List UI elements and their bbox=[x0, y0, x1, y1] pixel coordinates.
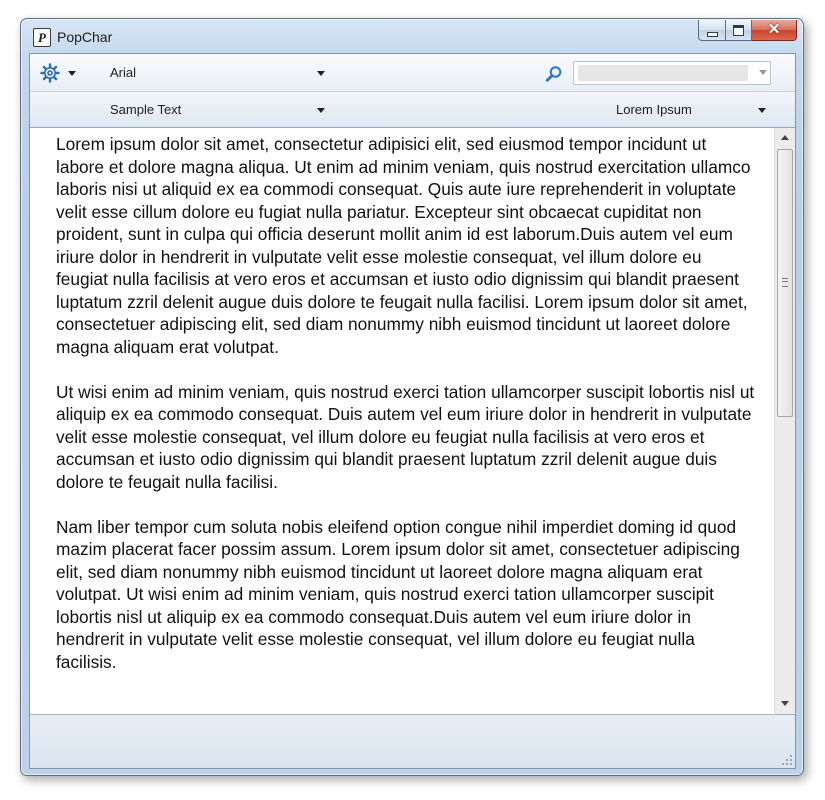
text-paragraph: Ut wisi enim ad minim veniam, quis nostrud exerci tation ullamcorper suscipit lobortis nisl ut aliquip ex ea commodo consequat. Duis autem vel eum iriure dolor in hendrerit in vulputate velit esse molestie consequat, vel illum dolore eu feugiat nulla facilisis at vero eros et accumsan et iusto odio dignissim qui blandit praesent luptatum zzril delenit augue duis dolore te feugait nulla facilisi. bbox=[56, 381, 755, 492]
view-mode-label: Sample Text bbox=[110, 102, 182, 117]
popchar-app-icon[interactable]: P bbox=[33, 28, 51, 47]
font-name: Arial bbox=[110, 65, 137, 80]
client-area bbox=[29, 53, 796, 769]
top-toolbar bbox=[30, 54, 795, 92]
caption-buttons bbox=[698, 20, 797, 40]
resize-grip-icon[interactable] bbox=[781, 754, 793, 766]
sample-text-selector[interactable] bbox=[616, 100, 771, 120]
text-paragraph: Nam liber tempor cum soluta nobis eleifend option congue nihil imperdiet doming id quod mazim placerat facer possim assum. Lorem ipsum dolor sit amet, consectetuer adipiscing elit, sed diam nonummy nibh euismod tincidunt ut laoreet dolore magna aliquam erat volutpat. Ut wisi enim ad minim veniam, quis nostrud exerci tation ullamcorper suscipit lobortis nisl ut aliquip ex ea commodo consequat.Duis autem vel eum iriure dolor in hendrerit in vulputate velit esse molestie consequat, vel illum dolore eu feugiat nulla facilisis. bbox=[56, 516, 740, 672]
minimize-button[interactable] bbox=[698, 20, 726, 41]
status-bar bbox=[30, 715, 795, 768]
sample-text-label: Lorem Ipsum bbox=[616, 102, 692, 117]
close-button[interactable] bbox=[752, 20, 797, 41]
sample-text-body bbox=[56, 133, 756, 696]
settings-menu-button[interactable] bbox=[40, 63, 80, 83]
vertical-scrollbar[interactable] bbox=[774, 128, 795, 715]
window-title: PopChar bbox=[57, 29, 113, 45]
scroll-thumb[interactable] bbox=[777, 149, 793, 417]
arrow-down-icon bbox=[781, 701, 789, 706]
sample-text-area[interactable] bbox=[30, 128, 774, 715]
scroll-up-button[interactable] bbox=[775, 130, 795, 146]
chevron-down-icon bbox=[68, 71, 76, 76]
chevron-down-icon bbox=[317, 108, 325, 113]
chevron-down-icon[interactable] bbox=[759, 70, 767, 75]
text-paragraph: Lorem ipsum dolor sit amet, consectetur adipisici elit, sed eiusmod tempor incidunt ut labore et dolore magna aliqua. Ut enim ad minim veniam, quis nostrud exercitation ullamco laboris nisi ut aliquid ex ea commodi consequat. Quis aute iure reprehenderit in voluptate velit esse cillum dolore eu fugiat nulla pariatur. Excepteur sint obcaecat cupiditat non proident, sunt in culpa qui officia deserunt mollit anim id est laborum.Duis autem vel eum iriure dolor in hendrerit in vulputate velit esse molestie consequat, vel illum dolore eu feugiat nulla facilisis at vero eros et accumsan et iusto odio dignissim qui blandit praesent luptatum zzril delenit augue duis dolore te feugait nulla facilisi. Lorem ipsum dolor sit amet, consectetuer adipiscing elit, sed diam nonummy nibh euismod tincidunt ut laoreet dolore magna aliquam erat volutpat. bbox=[56, 134, 751, 357]
view-toolbar bbox=[30, 92, 795, 128]
gear-icon bbox=[40, 63, 60, 83]
popchar-window bbox=[20, 18, 804, 776]
title-bar[interactable] bbox=[21, 19, 803, 53]
arrow-up-icon bbox=[781, 135, 789, 140]
font-selector[interactable] bbox=[110, 63, 330, 83]
search-input[interactable] bbox=[578, 65, 748, 81]
search-field[interactable] bbox=[573, 61, 771, 85]
view-mode-selector[interactable] bbox=[110, 100, 330, 120]
chevron-down-icon bbox=[758, 108, 766, 113]
close-icon: ✕ bbox=[767, 21, 781, 38]
scroll-down-button[interactable] bbox=[775, 696, 795, 712]
grip-icon bbox=[782, 278, 788, 287]
search-icon[interactable] bbox=[545, 65, 563, 83]
maximize-icon bbox=[733, 25, 744, 36]
maximize-button[interactable] bbox=[726, 20, 752, 41]
minimize-icon bbox=[707, 32, 718, 37]
chevron-down-icon bbox=[317, 71, 325, 76]
